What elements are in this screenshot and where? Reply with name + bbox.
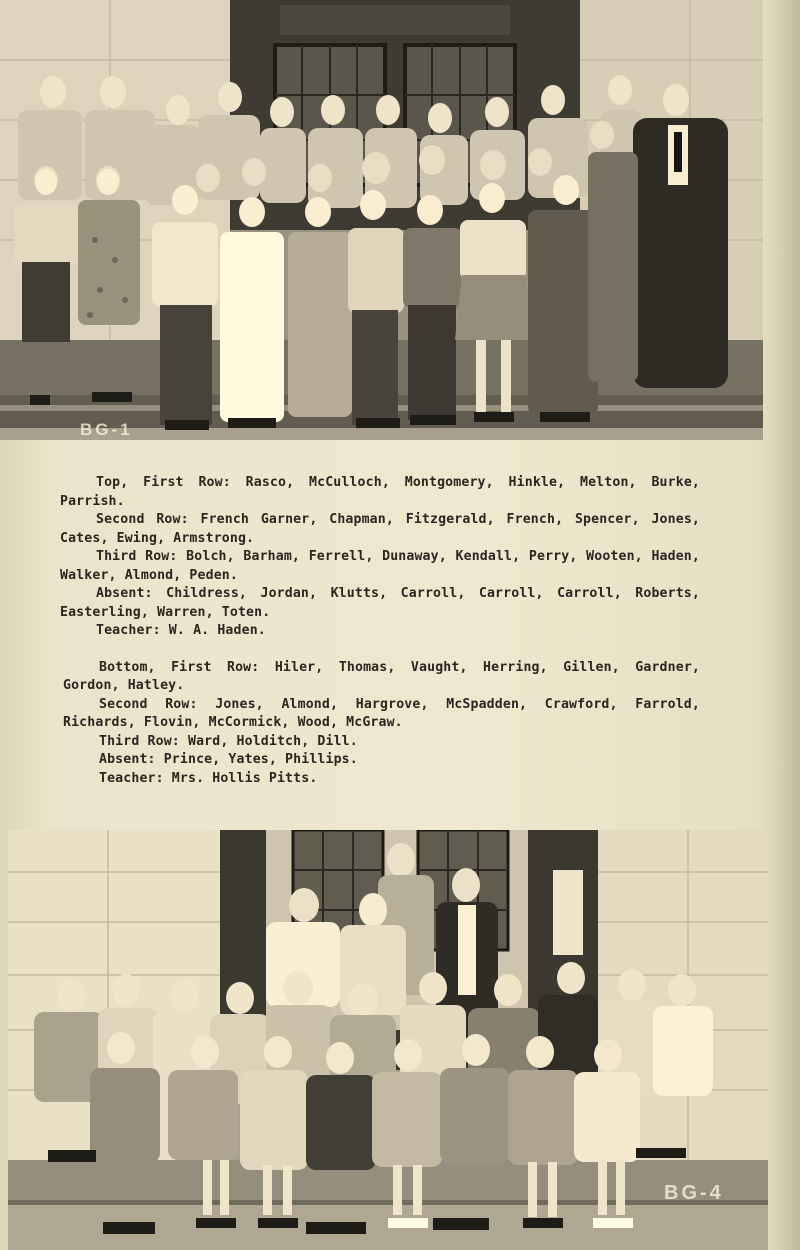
photo-label-top: BG-1 xyxy=(80,420,133,439)
caption-bottom-first-row: Bottom, First Row: Hiler, Thomas, Vaught, Herring, Gillen, Gardner, Gordon, Hatley. xyxy=(63,659,700,693)
class-photo-top xyxy=(0,0,763,440)
photo-label-bottom: BG-4 xyxy=(664,1182,724,1204)
caption-bottom-third-row: Third Row: Ward, Holditch, Dill. xyxy=(99,733,358,749)
caption-bottom-absent: Absent: Prince, Yates, Phillips. xyxy=(99,752,358,767)
caption-block xyxy=(60,474,700,788)
caption-top-absent: Absent: Childress, Jordan, Klutts, Carroll, Carroll, Carroll, Roberts, Easterling, Warren, Toten. xyxy=(60,586,700,620)
caption-top-third-row: Third Row: Bolch, Barham, Ferrell, Dunaway, Kendall, Perry, Wooten, Haden, Walker, Almond, Peden. xyxy=(60,549,700,583)
caption-top-teacher: Teacher: W. A. Haden. xyxy=(96,623,266,638)
class-photo-bottom-image xyxy=(8,830,768,1250)
class-photo-top-image xyxy=(0,0,763,440)
caption-bottom-second-row: Second Row: Jones, Almond, Hargrove, McSpadden, Crawford, Farrold, Richards, Flovin, McCormick, Wood, McGraw. xyxy=(63,696,700,730)
class-photo-bottom xyxy=(8,830,768,1250)
caption-gap xyxy=(60,641,700,659)
caption-bottom-teacher: Teacher: Mrs. Hollis Pitts. xyxy=(99,770,318,786)
caption-top-second-row: Second Row: French Garner, Chapman, Fitzgerald, French, Spencer, Jones, Cates, Ewing, Armstrong. xyxy=(60,512,700,546)
caption-top-first-row: Top, First Row: Rasco, McCulloch, Montgomery, Hinkle, Melton, Burke, Parrish. xyxy=(60,475,700,509)
